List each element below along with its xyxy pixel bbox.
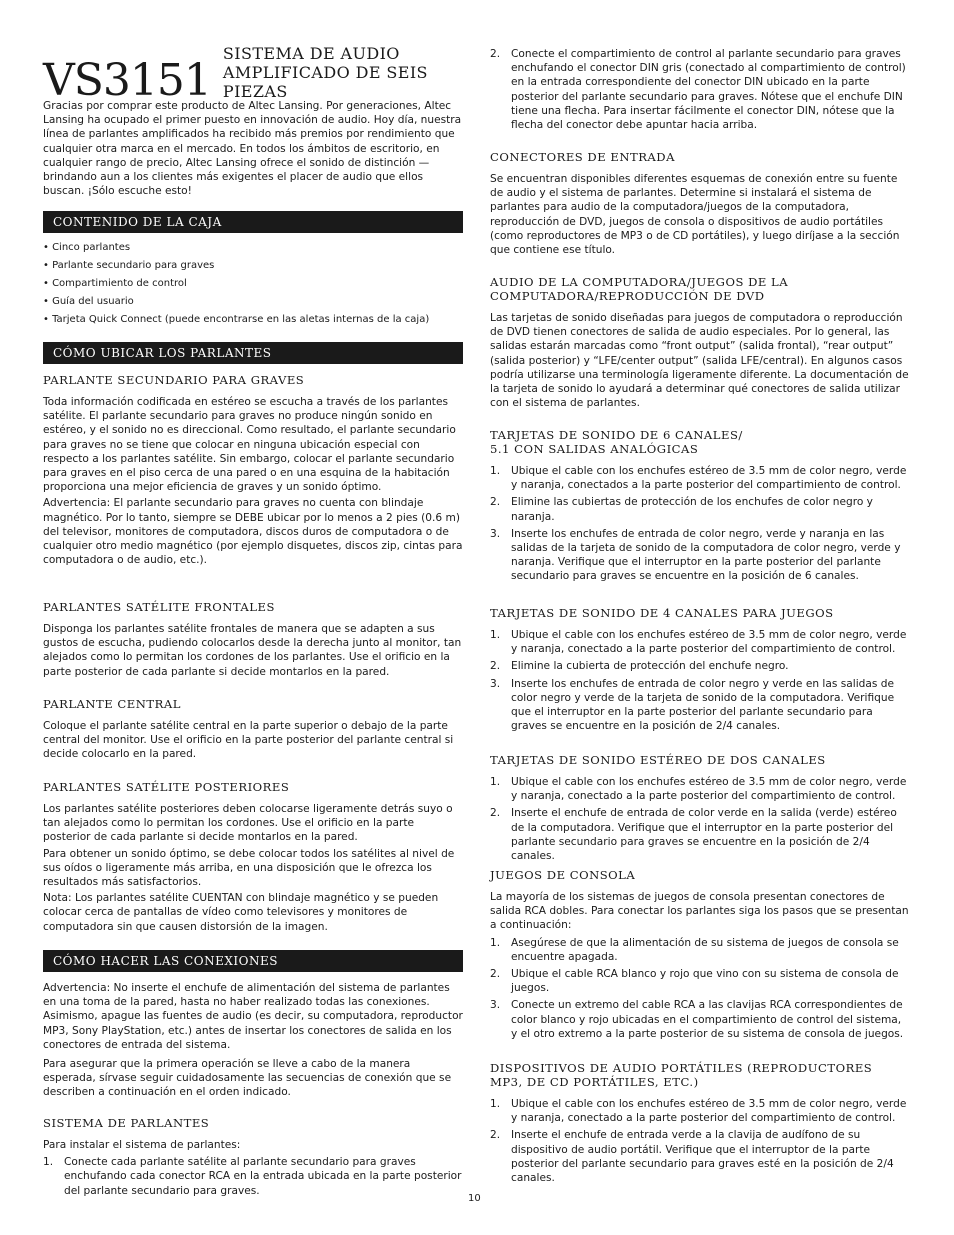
model-title: VS3151 <box>43 55 211 106</box>
step-text: Elimine las cubiertas de protección de los enchufes de color negro y naranja. <box>511 496 873 523</box>
speaker-system-section <box>43 1116 463 1201</box>
step-number: 2. <box>490 660 501 673</box>
front-satellites-section <box>43 600 463 679</box>
connections-warning: Advertencia: No inserte el enchufe de alimentación del sistema de parlantes en una toma de la pared, hasta no haber realizado todas las conexiones. Asimismo, apague las fuentes de audio (es decir, su computadora, reproductor MP3, Sony PlayStation, etc.) antes de insertar los conectores de salida en los conectores de entrada del sistema. <box>43 982 463 1051</box>
four-channel-heading: TARJETAS DE SONIDO DE 4 CANALES PARA JUEGOS <box>490 606 834 620</box>
six-channel-section <box>490 428 910 587</box>
step-text: Asegúrese de que la alimentación de su sistema de juegos de consola se encuentre apagada. <box>511 936 899 963</box>
subtitle-line-1: SISTEMA DE AUDIO <box>222 44 400 63</box>
list-item: • Parlante secundario para graves <box>43 260 215 271</box>
step-text: Ubique el cable con los enchufes estéreo de 3.5 mm de color negro, verde y naranja, conectado a la parte posterior del compartimiento de control. <box>511 629 907 656</box>
list-item <box>490 806 910 863</box>
step-number: 1. <box>490 629 501 641</box>
list-item <box>490 659 910 673</box>
step-text: Inserte el enchufe de entrada de color verde en la salida (verde) estéreo de la computadora. Verifique que el interruptor en la parte posterior del parlante secundario para graves se encuentre en la posición de 2/4 canales. <box>511 807 897 863</box>
connections-heading: CÓMO HACER LAS CONEXIONES <box>43 950 463 972</box>
speaker-system-steps-continued <box>490 47 910 132</box>
rear-satellites-heading: PARLANTES SATÉLITE POSTERIORES <box>43 780 290 794</box>
step-text: Ubique el cable con los enchufes estéreo de 3.5 mm de color negro, verde y naranja, conectados a la parte posterior del compartimiento de control. <box>511 465 907 492</box>
list-item <box>490 936 910 964</box>
speaker-system-heading: SISTEMA DE PARLANTES <box>43 1116 210 1130</box>
step-number: 2. <box>490 968 501 981</box>
heading-line: TARJETAS DE SONIDO DE 6 CANALES/ <box>490 428 743 442</box>
list-item <box>490 677 910 734</box>
heading-line: DISPOSITIVOS DE AUDIO PORTÁTILES (REPRODUCTORES <box>490 1061 873 1075</box>
list-item: • Cinco parlantes <box>43 242 131 253</box>
step-number: 2. <box>490 48 501 60</box>
list-item: • Compartimiento de control <box>43 278 187 289</box>
list-item <box>490 628 910 656</box>
input-connectors-section <box>490 150 910 257</box>
list-item <box>490 998 910 1041</box>
box-contents-heading: CONTENIDO DE LA CAJA <box>43 211 463 233</box>
two-channel-section <box>490 753 910 866</box>
step-number: 1. <box>43 1156 54 1169</box>
step-number: 1. <box>490 776 501 788</box>
heading-line: COMPUTADORA/REPRODUCCIÓN DE DVD <box>490 289 765 303</box>
speaker-system-steps <box>43 1155 463 1198</box>
two-channel-heading: TARJETAS DE SONIDO ESTÉREO DE DOS CANALES <box>490 753 826 767</box>
step-number: 2. <box>490 496 501 509</box>
portable-section <box>490 1061 910 1188</box>
step-text: Elimine la cubierta de protección del enchufe negro. <box>511 660 789 673</box>
list-item <box>490 47 910 132</box>
list-item <box>43 1155 463 1198</box>
list-item <box>490 775 910 803</box>
input-connectors-heading: CONECTORES DE ENTRADA <box>490 150 675 164</box>
speaker-system-continued <box>490 47 910 135</box>
subwoofer-text: Toda información codificada en estéreo se escucha a través de los parlantes satélite. El parlante secundario para graves no produce ningún sonido en estéreo, y el sonido no es direccional. Como resultado, el parlante secundario para graves no se tiene que colocar en ninguna ubicación especial con respecto a los parlantes satélite. Sin embargo, colocar el parlante secundario para graves en el piso cerca de una pared o en una esquina de la habitación proporciona una mejor eficiencia de graves y un sonido óptimo. <box>43 396 456 494</box>
placement-section <box>43 342 463 364</box>
step-number: 3. <box>490 677 501 690</box>
list-item <box>490 967 910 995</box>
speaker-system-intro: Para instalar el sistema de parlantes: <box>43 1139 241 1151</box>
step-text: Ubique el cable con los enchufes estéreo de 3.5 mm de color negro, verde y naranja, conectado a la parte posterior del compartimiento de control. <box>511 776 907 803</box>
step-number: 3. <box>490 527 501 540</box>
rear-satellites-note: Nota: Los parlantes satélite CUENTAN con blindaje magnético y se pueden colocar cerca de pantallas de vídeo como televisores y monitores de computadora sin que causen distorsión de la imagen. <box>43 892 439 933</box>
four-channel-section <box>490 606 910 736</box>
six-channel-heading <box>490 428 910 456</box>
step-text: Inserte los enchufes de entrada de color negro y verde en las salidas de color negro y verde de la tarjeta de sonido de la computadora. Verifique que el interruptor en la parte posterior del parlante secundario para graves se encuentre en la posición de 2/4 canales. <box>511 677 895 733</box>
placement-heading: CÓMO UBICAR LOS PARLANTES <box>43 342 463 364</box>
step-number: 2. <box>490 807 501 820</box>
console-heading: JUEGOS DE CONSOLA <box>490 868 636 882</box>
center-speaker-section <box>43 697 463 762</box>
box-contents-list <box>43 239 463 329</box>
four-channel-steps <box>490 628 910 733</box>
center-speaker-heading: PARLANTE CENTRAL <box>43 697 181 711</box>
list-item: • Tarjeta Quick Connect (puede encontrarse en las aletas internas de la caja) <box>43 314 430 325</box>
step-text: Inserte los enchufes de entrada de color negro, verde y naranja en las salidas de la tarjeta de sonido de la computadora de color negro, verde y naranja. Verifique que el interruptor en la parte posterior del parlante secundario para graves se encuentre en la posición de 6 canales. <box>511 527 901 583</box>
intro-paragraph: Gracias por comprar este producto de Altec Lansing. Por generaciones, Altec Lansing ha ocupado el primer puesto en innovación de audio. Hoy día, nuestra línea de parlantes amplificados ha recibido más premios por rendimiento que cualquier otra marca en el mercado. En todos los ámbitos de escritorio, en cualquier rango de precio, Altec Lansing ofrece el sonido de distinción — brindando aun a los clientes más exigentes el placer de audio que ellos buscan. ¡Sólo escuche esto! <box>43 100 462 198</box>
step-text: Conecte un extremo del cable RCA a las clavijas RCA correspondientes de color blanco y rojo ubicadas en el compartimiento de control del sistema, y el otro extremo a la parte posterior de su sistema de consola de juegos. <box>511 999 904 1040</box>
step-number: 3. <box>490 999 501 1012</box>
step-text: Inserte el enchufe de entrada verde a la clavija de audífono de su dispositivo de audio portátil. Verifique que el interruptor de la parte posterior del parlante secundario para graves esté en la posición de 2/4 canales. <box>511 1129 894 1185</box>
console-text: La mayoría de los sistemas de juegos de consola presentan conectores de salida RCA dobles. Para conectar los parlantes siga los pasos que se presentan a continuación: <box>490 891 909 932</box>
heading-line: 5.1 CON SALIDAS ANALÓGICAS <box>490 442 699 456</box>
front-satellites-heading: PARLANTES SATÉLITE FRONTALES <box>43 600 275 614</box>
connections-note: Para asegurar que la primera operación se lleve a cabo de la manera esperada, sírvase seguir cuidadosamente las secuencias de conexión que se describen a continuación en el orden indicado. <box>43 1058 452 1099</box>
input-connectors-text: Se encuentran disponibles diferentes esquemas de conexión entre su fuente de audio y el sistema de parlantes. Determine si instalará el sistema de parlantes para audio de la computadora/juegos de la computadora, reproducción de DVD, juegos de consola o dispositivos de audio portátiles (como reproductores de MP3 o de CD portátiles), y luego diríjase a la sección que contiene ese título. <box>490 173 900 257</box>
subwoofer-heading: PARLANTE SECUNDARIO PARA GRAVES <box>43 373 305 387</box>
step-text: Ubique el cable con los enchufes estéreo de 3.5 mm de color negro, verde y naranja, conectado a la parte posterior del compartimiento de control. <box>511 1098 907 1125</box>
rear-satellites-tip: Para obtener un sonido óptimo, se debe colocar todos los satélites al nivel de sus oídos o ligeramente más arriba, en una disposición que le ofrezca los resultados más satisfactorios. <box>43 847 455 889</box>
center-speaker-text: Coloque el parlante satélite central en la parte superior o debajo de la parte central del monitor. Use el orificio en la parte posterior del parlante central si decide colocarlo en la pared. <box>43 720 454 761</box>
step-number: 2. <box>490 1129 501 1142</box>
page-header <box>43 44 463 106</box>
heading-line: AUDIO DE LA COMPUTADORA/JUEGOS DE LA <box>490 275 789 289</box>
console-section <box>490 868 910 1044</box>
list-item <box>490 495 910 523</box>
list-item <box>490 1128 910 1185</box>
connections-section <box>43 950 463 1100</box>
portable-heading <box>490 1061 910 1089</box>
step-text: Ubique el cable RCA blanco y rojo que vino con su sistema de consola de juegos. <box>511 968 899 995</box>
front-satellites-text: Disponga los parlantes satélite frontales de manera que se adapten a sus gustos de escucha, pudiendo colocarlos desde la derecha junto al monitor, tan alejados como lo permitan los cordones de los parlantes. Use el orificio en la parte posterior de cada parlante si decide montarlos en la pared. <box>43 623 462 678</box>
heading-line: MP3, DE CD PORTÁTILES, ETC.) <box>490 1075 699 1089</box>
list-item <box>490 464 910 492</box>
rear-satellites-section <box>43 780 463 934</box>
step-number: 1. <box>490 1098 501 1110</box>
product-subtitle <box>223 44 463 103</box>
step-number: 1. <box>490 936 501 949</box>
box-contents-section <box>43 211 463 329</box>
rear-satellites-text: Los parlantes satélite posteriores deben colocarse ligeramente detrás suyo o tan alejados como lo permitan los cordones. Use el orificio en la parte posterior de cada parlante si decide montarlos en la pared. <box>43 803 453 844</box>
two-channel-steps <box>490 775 910 863</box>
list-item: • Guía del usuario <box>43 296 134 307</box>
subwoofer-section <box>43 373 463 567</box>
step-text: Conecte cada parlante satélite al parlante secundario para graves enchufando cada conector RCA en la entrada ubicada en la parte posterior del parlante secundario para graves. <box>64 1156 462 1197</box>
portable-steps <box>490 1097 910 1185</box>
pc-audio-section <box>490 275 910 410</box>
list-item <box>490 527 910 584</box>
subwoofer-warning: Advertencia: El parlante secundario para graves no cuenta con blindaje magnético. Por lo tanto, siempre se DEBE ubicar por lo menos a 2 pies (0.6 m) del televisor, monitores de computadora, discos duros de computadora o de cualquier otro medio magnético (por ejemplo disquetes, discos zip, cintas para computadora o de audio, etc.). <box>43 497 463 567</box>
pc-audio-heading <box>490 275 910 303</box>
subtitle-line-2: AMPLIFICADO DE SEIS PIEZAS <box>222 63 428 101</box>
list-item <box>490 1097 910 1125</box>
console-steps <box>490 936 910 1041</box>
pc-audio-text: Las tarjetas de sonido diseñadas para juegos de computadora o reproducción de DVD tienen conectores de salida de audio especiales. Por lo general, las salidas estarán marcadas como “front output” (salida frontal), “rear output” (salida posterior) y “LFE/center output” (salida LFE/central). En algunos casos podría utilizarse una terminología ligeramente diferente. La documentación de la tarjeta de sonido lo ayudará a determinar qué conectores de salida utilizar con el sistema de parlantes. <box>490 312 909 410</box>
step-number: 1. <box>490 465 501 477</box>
step-text: Conecte el compartimiento de control al parlante secundario para graves enchufando el conector DIN gris (conectado al compartimiento de control) en la entrada correspondiente del conector DIN ubicado en la parte posterior del parlante secundario para graves. Nótese que el enchufe DIN tiene una flecha. Para insertar fácilmente el conector DIN, nótese que la flecha del conector debe apuntar hacia arriba. <box>511 48 906 132</box>
six-channel-steps <box>490 464 910 584</box>
page-number: 10 <box>468 1193 481 1204</box>
